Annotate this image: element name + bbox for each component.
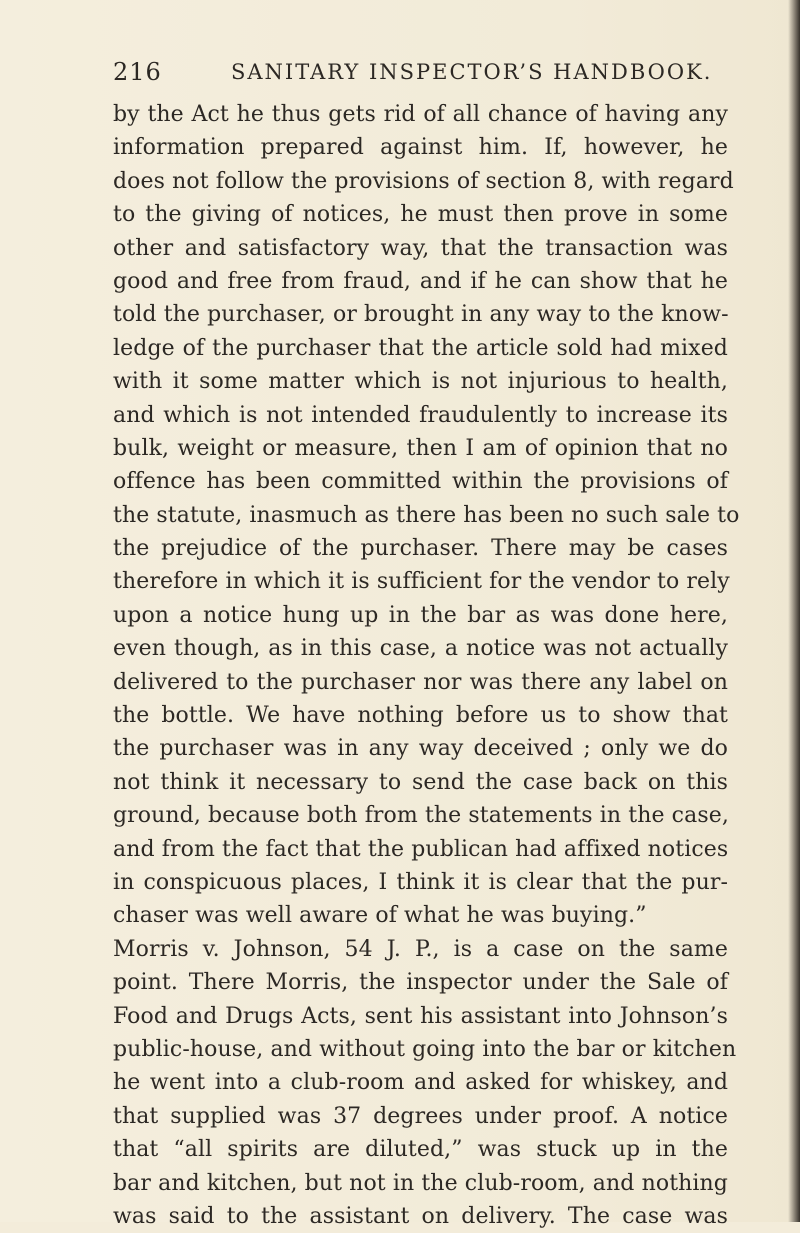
text-line: to the giving of notices, he must then prove in some [113, 202, 728, 228]
text-line: the bottle. We have nothing before us to show that [113, 703, 728, 729]
text-line: does not follow the provisions of section 8, with regard [113, 168, 734, 194]
text-line: delivered to the purchaser nor was there any label on [113, 669, 728, 695]
text-line: with it some matter which is not injurious to health, [113, 369, 728, 395]
text-line: therefore in which it is sufficient for the vendor to rely [113, 569, 730, 595]
page-number: 216 [113, 58, 162, 86]
text-line: even though, as in this case, a notice was not actually [113, 636, 728, 662]
text-line: good and free from fraud, and if he can show that he [113, 268, 728, 294]
text-line: Food and Drugs Acts, sent his assistant into Johnson’s [113, 1003, 728, 1029]
text-line: and which is not intended fraudulently to increase its [113, 402, 728, 428]
text-line: upon a notice hung up in the bar as was done here, [113, 602, 728, 628]
text-line: was said to the assistant on delivery. The case was [113, 1203, 728, 1229]
text-line: point. There Morris, the inspector under the Sale of [113, 970, 728, 996]
body-text [113, 98, 740, 1233]
page-header [113, 58, 733, 88]
text-line: told the purchaser, or brought in any way to the know- [113, 302, 729, 328]
text-line: the purchaser was in any way deceived ; only we do [113, 736, 728, 762]
text-line: the prejudice of the purchaser. There may be cases [113, 536, 728, 562]
text-line: bar and kitchen, but not in the club-room, and nothing [113, 1170, 728, 1196]
running-title: SANITARY INSPECTOR’S HANDBOOK. [231, 60, 713, 84]
text-line: bulk, weight or measure, then I am of opinion that no [113, 435, 728, 461]
text-line: chaser was well aware of what he was buying.” [113, 903, 647, 929]
text-line: Morris v. Johnson, 54 J. P., is a case on the same [113, 936, 728, 962]
text-line: ground, because both from the statements in the case, [113, 803, 729, 829]
text-line: he went into a club-room and asked for whiskey, and [113, 1070, 728, 1096]
text-line: and from the fact that the publican had affixed notices [113, 836, 729, 862]
text-line: offence has been committed within the provisions of [113, 469, 728, 495]
text-line: public-house, and without going into the bar or kitchen [113, 1036, 737, 1062]
text-line: the statute, inasmuch as there has been no such sale to [113, 502, 740, 528]
text-line: other and satisfactory way, that the transaction was [113, 235, 728, 261]
page-edge-shadow [788, 0, 800, 1222]
text-line: that supplied was 37 degrees under proof. A notice [113, 1103, 728, 1129]
text-line: ledge of the purchaser that the article sold had mixed [113, 335, 728, 361]
text-line: not think it necessary to send the case back on this [113, 769, 728, 795]
text-line: that “all spirits are diluted,” was stuck up in the [113, 1137, 728, 1163]
text-line: in conspicuous places, I think it is clear that the pur- [113, 869, 728, 895]
text-line: information prepared against him. If, however, he [113, 135, 728, 161]
text-line: by the Act he thus gets rid of all chance of having any [113, 102, 728, 127]
